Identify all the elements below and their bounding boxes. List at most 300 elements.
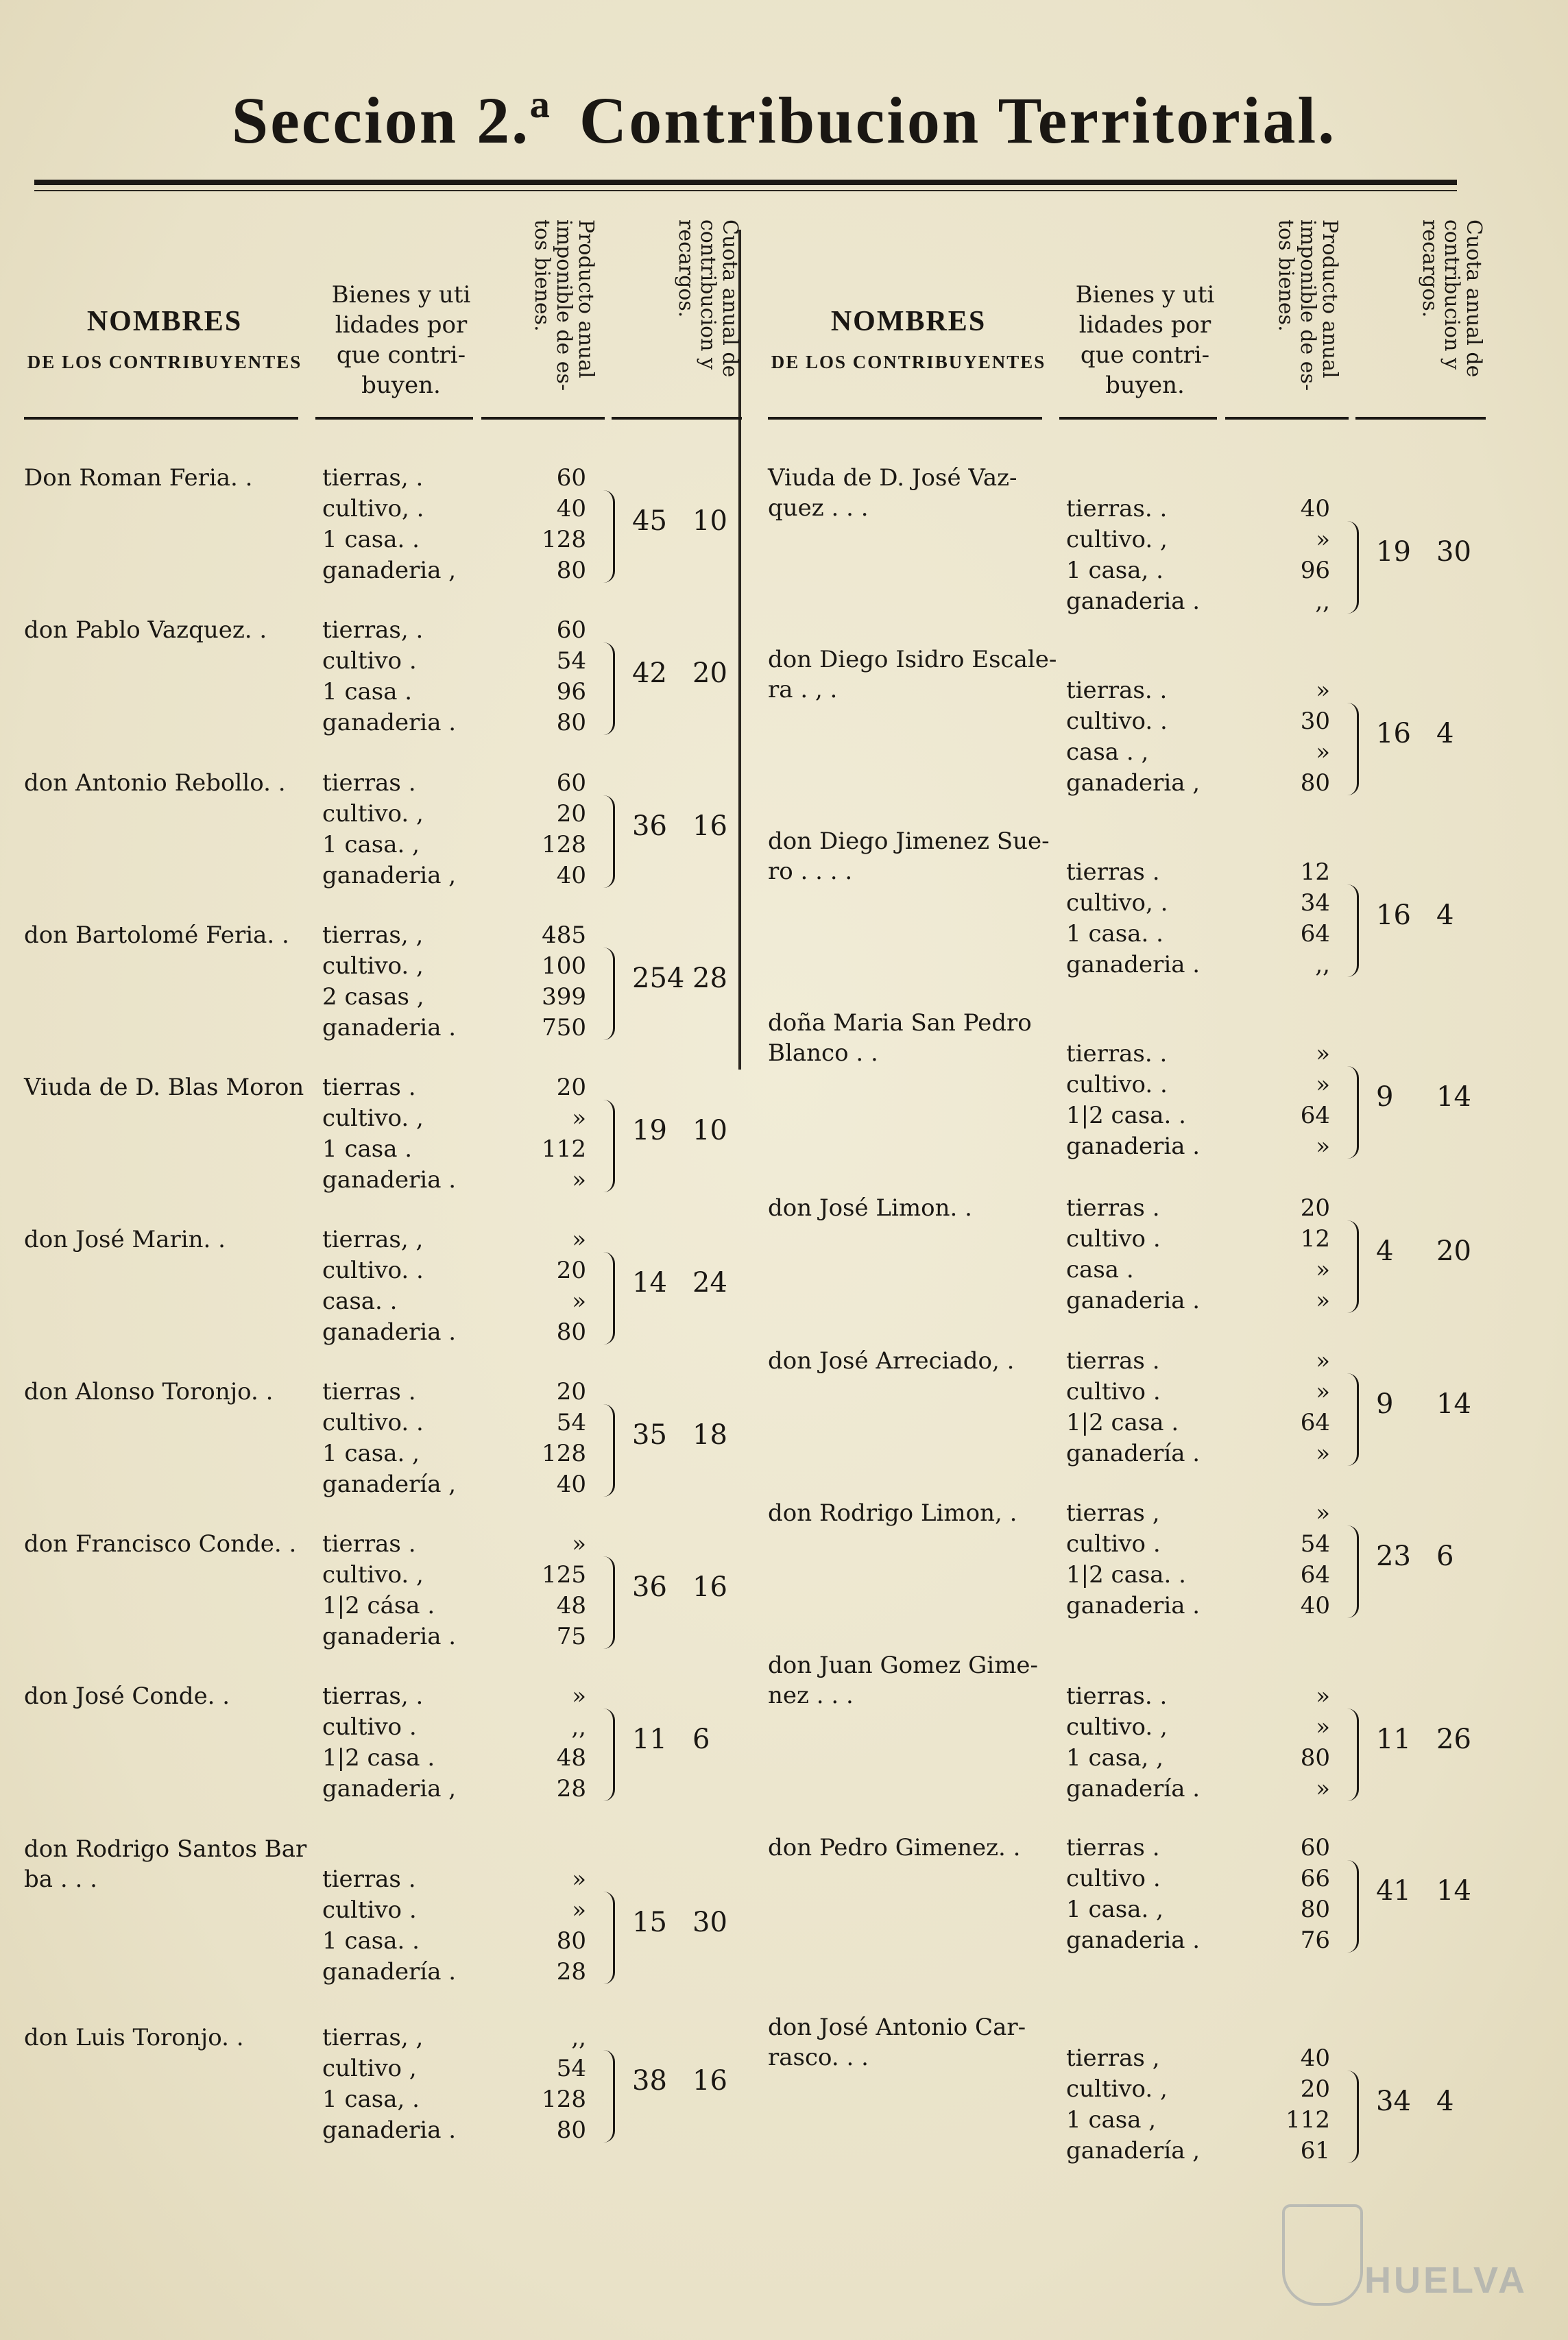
table-header xyxy=(21,199,761,432)
producto-value: 750 xyxy=(542,1014,586,1041)
brace-icon xyxy=(1347,703,1359,795)
cuota-maravedis: 10 xyxy=(692,1115,727,1146)
property-items xyxy=(315,1225,603,1348)
producto-value: 40 xyxy=(1300,1592,1330,1619)
producto-value: » xyxy=(1316,738,1330,766)
producto-value: 20 xyxy=(1300,2075,1330,2103)
property-type: casa . xyxy=(1066,1256,1134,1283)
property-type: ganaderia . xyxy=(1066,1592,1201,1619)
brace-icon xyxy=(1347,1220,1359,1313)
producto-value: » xyxy=(1316,677,1330,704)
producto-value: 20 xyxy=(556,1257,586,1284)
property-type: 1 casa. , xyxy=(322,831,420,858)
property-type: 1|2 casa. . xyxy=(1066,1561,1186,1589)
property-type: tierras . xyxy=(1066,1347,1160,1375)
cuota-maravedis: 14 xyxy=(1436,1875,1471,1907)
property-row xyxy=(315,1134,603,1165)
property-row xyxy=(315,677,603,708)
producto-value: 28 xyxy=(556,1775,586,1802)
header-underline xyxy=(1355,417,1486,420)
property-type: cultivo . xyxy=(322,1713,417,1741)
property-row xyxy=(315,1438,603,1469)
property-row xyxy=(315,615,603,646)
property-type: ganaderia . xyxy=(1066,588,1201,615)
producto-value: » xyxy=(572,1682,586,1710)
header-underline xyxy=(768,417,1042,420)
property-type: cultivo . xyxy=(1066,1378,1161,1406)
producto-value: 40 xyxy=(1300,495,1330,522)
property-type: tierras, , xyxy=(322,2024,424,2051)
header-bienes: Bienes y uti lidades por que contri- buyen. xyxy=(331,281,471,399)
title-rule-thin xyxy=(34,190,1457,191)
property-row xyxy=(1059,2136,1347,2167)
property-row xyxy=(315,1864,603,1895)
property-row xyxy=(315,1377,603,1408)
producto-value: » xyxy=(1316,1775,1330,1802)
producto-value: ,, xyxy=(1315,588,1330,615)
producto-value: 20 xyxy=(1300,1194,1330,1222)
brace-icon xyxy=(1347,1860,1359,1953)
producto-value: » xyxy=(572,1226,586,1253)
property-row xyxy=(1059,1833,1347,1863)
header-underline xyxy=(24,417,298,420)
cuota-maravedis: 30 xyxy=(692,1907,727,1938)
brace-icon xyxy=(603,2050,615,2143)
producto-value: 80 xyxy=(1300,1744,1330,1772)
header-producto: Producto anual imponible de es- tos bienes. xyxy=(1274,219,1342,391)
property-row xyxy=(1059,1131,1347,1162)
producto-value: 128 xyxy=(542,831,586,858)
property-row xyxy=(1059,1286,1347,1316)
producto-value: 128 xyxy=(542,1440,586,1467)
property-row xyxy=(315,1469,603,1500)
property-row xyxy=(315,1013,603,1044)
property-type: ganaderia , xyxy=(1066,769,1201,797)
property-items xyxy=(315,768,603,891)
property-type: cultivo. , xyxy=(322,800,424,828)
producto-value: » xyxy=(1316,1133,1330,1160)
cuota-reales: 15 xyxy=(632,1907,667,1938)
producto-value: 60 xyxy=(556,464,586,492)
producto-value: 12 xyxy=(1300,1225,1330,1253)
brace-icon xyxy=(603,948,615,1040)
contributor-name: don José Conde. . xyxy=(24,1682,230,1710)
property-type: 1 casa. , xyxy=(1066,1896,1163,1923)
header-names xyxy=(21,305,309,373)
producto-value: 80 xyxy=(1300,1896,1330,1923)
property-type: tierras, , xyxy=(322,921,424,949)
property-row xyxy=(315,1317,603,1348)
property-row xyxy=(315,1072,603,1103)
property-type: tierras . xyxy=(322,1866,416,1893)
property-type: 1 casa . xyxy=(322,678,413,705)
brace-icon xyxy=(1347,2071,1359,2163)
cuota-maravedis: 18 xyxy=(692,1419,727,1451)
property-type: 1 casa . xyxy=(322,1135,413,1163)
stamp-text: HUELVA xyxy=(1364,2260,1528,2301)
property-row xyxy=(315,1255,603,1286)
property-type: tierras, . xyxy=(322,616,424,644)
producto-value: 75 xyxy=(556,1623,586,1650)
property-type: ganaderia . xyxy=(1066,1287,1201,1314)
producto-value: 485 xyxy=(542,921,586,949)
cuota-maravedis: 16 xyxy=(692,1571,727,1603)
property-type: cultivo, . xyxy=(322,495,424,522)
property-row xyxy=(315,2084,603,2115)
producto-value: » xyxy=(1316,1499,1330,1527)
property-type: casa. . xyxy=(322,1288,398,1315)
property-row xyxy=(1059,1529,1347,1560)
property-row xyxy=(1059,1591,1347,1621)
cuota-maravedis: 10 xyxy=(692,505,727,537)
property-row xyxy=(1059,1894,1347,1925)
producto-value: ,, xyxy=(571,1713,586,1741)
property-row xyxy=(1059,1498,1347,1529)
property-row xyxy=(1059,1377,1347,1408)
property-type: tierras. . xyxy=(1066,495,1168,522)
property-type: 1 casa. . xyxy=(322,526,420,553)
property-type: tierras . xyxy=(1066,1194,1160,1222)
cuota-maravedis: 14 xyxy=(1436,1081,1471,1113)
property-items xyxy=(315,1864,603,1988)
property-type: 1 casa. , xyxy=(322,1440,420,1467)
cuota-maravedis: 26 xyxy=(1436,1724,1471,1755)
cuota-reales: 34 xyxy=(1376,2086,1411,2117)
producto-value: » xyxy=(1316,1347,1330,1375)
property-row xyxy=(1059,706,1347,737)
brace-icon xyxy=(603,1892,615,1984)
producto-value: » xyxy=(572,1288,586,1315)
producto-value: 48 xyxy=(556,1592,586,1619)
cuota-maravedis: 24 xyxy=(692,1267,727,1299)
property-row xyxy=(1059,768,1347,799)
contributor-name: don José Marin. . xyxy=(24,1226,226,1253)
property-row xyxy=(1059,1863,1347,1894)
cuota-maravedis: 14 xyxy=(1436,1388,1471,1420)
contributor-name: don Diego Jimenez Sue- ro . . . . xyxy=(768,828,1050,885)
producto-value: 64 xyxy=(1300,920,1330,948)
cuota-reales: 254 xyxy=(632,963,685,994)
property-type: 1 casa, . xyxy=(1066,557,1163,584)
property-type: ganadería . xyxy=(1066,1775,1201,1802)
property-type: ganaderia . xyxy=(322,2116,457,2144)
property-type: ganadería . xyxy=(1066,1440,1201,1467)
property-items xyxy=(315,1681,603,1805)
producto-value: 76 xyxy=(1300,1927,1330,1954)
header-underline xyxy=(1225,417,1349,420)
cuota-maravedis: 20 xyxy=(1436,1235,1471,1267)
property-row xyxy=(1059,586,1347,617)
property-type: cultivo. . xyxy=(322,1257,424,1284)
property-row xyxy=(1059,950,1347,980)
property-row xyxy=(315,555,603,586)
property-items xyxy=(315,920,603,1044)
property-row xyxy=(1059,1100,1347,1131)
property-type: ganaderia . xyxy=(322,1623,457,1650)
property-row xyxy=(1059,2074,1347,2105)
property-row xyxy=(315,2053,603,2084)
brace-icon xyxy=(1347,521,1359,614)
property-items xyxy=(1059,1833,1347,1956)
property-row xyxy=(1059,675,1347,706)
producto-value: » xyxy=(572,1105,586,1132)
property-type: 1 casa. . xyxy=(1066,920,1163,948)
property-row xyxy=(315,1591,603,1621)
property-row xyxy=(315,1560,603,1591)
producto-value: 64 xyxy=(1300,1102,1330,1129)
property-type: 1 casa , xyxy=(1066,2106,1157,2134)
producto-value: 96 xyxy=(556,678,586,705)
producto-value: 112 xyxy=(542,1135,586,1163)
property-row xyxy=(1059,2105,1347,2136)
producto-value: 64 xyxy=(1300,1409,1330,1436)
producto-value: 80 xyxy=(556,557,586,584)
property-row xyxy=(1059,857,1347,888)
header-underline xyxy=(612,417,742,420)
property-items xyxy=(315,1377,603,1500)
property-type: cultivo. , xyxy=(1066,1713,1168,1741)
producto-value: » xyxy=(1316,1256,1330,1283)
producto-value: » xyxy=(1316,1682,1330,1710)
cuota-reales: 9 xyxy=(1376,1388,1394,1420)
cuota-reales: 11 xyxy=(1376,1724,1411,1755)
property-row xyxy=(1059,1039,1347,1070)
property-row xyxy=(1059,1681,1347,1712)
cuota-reales: 16 xyxy=(1376,718,1411,749)
header-names xyxy=(764,305,1052,373)
cuota-maravedis: 20 xyxy=(692,658,727,689)
cuota-reales: 42 xyxy=(632,658,667,689)
property-row xyxy=(315,1926,603,1957)
property-items xyxy=(1059,675,1347,799)
producto-value: 30 xyxy=(1300,708,1330,735)
header-bienes: Bienes y uti lidades por que contri- buyen. xyxy=(1075,281,1215,399)
property-type: cultivo . xyxy=(1066,1530,1161,1558)
cuota-maravedis: 30 xyxy=(1436,536,1471,568)
property-items xyxy=(1059,1193,1347,1316)
contributor-name: don José Antonio Car- rasco. . . xyxy=(768,2014,1026,2071)
brace-icon xyxy=(603,1252,615,1344)
cuota-maravedis: 16 xyxy=(692,2065,727,2097)
property-type: ganaderia , xyxy=(322,557,457,584)
property-row xyxy=(1059,1408,1347,1438)
property-type: ganadería , xyxy=(322,1471,457,1498)
cuota-reales: 4 xyxy=(1376,1235,1394,1267)
property-type: cultivo . xyxy=(1066,1865,1161,1892)
property-type: tierras. . xyxy=(1066,1040,1168,1068)
property-row xyxy=(315,951,603,982)
producto-value: » xyxy=(572,1896,586,1924)
property-row xyxy=(315,1621,603,1652)
cuota-reales: 36 xyxy=(632,1571,667,1603)
producto-value: » xyxy=(572,1530,586,1558)
contributor-name: doña Maria San Pedro Blanco . . xyxy=(768,1009,1032,1067)
property-type: ganaderia . xyxy=(322,709,457,736)
producto-value: 128 xyxy=(542,2086,586,2113)
property-type: cultivo. , xyxy=(322,1105,424,1132)
property-row xyxy=(1059,555,1347,586)
cuota-reales: 45 xyxy=(632,505,667,537)
property-row xyxy=(315,524,603,555)
property-type: 1|2 cása . xyxy=(322,1592,435,1619)
contributor-name: don Alonso Toronjo. . xyxy=(24,1378,274,1406)
producto-value: 100 xyxy=(542,952,586,980)
property-type: 1 casa, , xyxy=(1066,1744,1163,1772)
property-type: 2 casas , xyxy=(322,983,424,1011)
contributor-name: don Luis Toronjo. . xyxy=(24,2024,244,2051)
producto-value: 80 xyxy=(1300,769,1330,797)
property-row xyxy=(1059,1193,1347,1224)
cuota-maravedis: 28 xyxy=(692,963,727,994)
producto-value: 48 xyxy=(556,1744,586,1772)
cuota-reales: 36 xyxy=(632,810,667,842)
brace-icon xyxy=(603,490,615,583)
producto-value: » xyxy=(572,1166,586,1194)
producto-value: 64 xyxy=(1300,1561,1330,1589)
producto-value: 80 xyxy=(556,2116,586,2144)
property-type: ganaderia . xyxy=(322,1166,457,1194)
producto-value: 80 xyxy=(556,1927,586,1955)
producto-value: 20 xyxy=(556,1074,586,1101)
brace-icon xyxy=(603,1100,615,1192)
brace-icon xyxy=(1347,884,1359,977)
producto-value: 96 xyxy=(1300,557,1330,584)
property-items xyxy=(1059,1498,1347,1621)
property-row xyxy=(1059,1224,1347,1255)
property-items xyxy=(1059,2043,1347,2167)
property-row xyxy=(1059,494,1347,524)
header-underline xyxy=(1059,417,1217,420)
property-row xyxy=(315,1712,603,1743)
producto-value: 40 xyxy=(1300,2045,1330,2072)
producto-value: 80 xyxy=(556,1318,586,1346)
cuota-maravedis: 4 xyxy=(1436,900,1454,931)
producto-value: » xyxy=(1316,1378,1330,1406)
producto-value: 80 xyxy=(556,709,586,736)
contributor-name: Viuda de D. Blas Moron xyxy=(24,1074,304,1101)
producto-value: 61 xyxy=(1300,2137,1330,2164)
property-type: tierras. . xyxy=(1066,677,1168,704)
section-number: Seccion 2.ª xyxy=(231,84,552,157)
cuota-maravedis: 6 xyxy=(692,1724,710,1755)
producto-value: 20 xyxy=(556,800,586,828)
producto-value: 40 xyxy=(556,862,586,889)
header-producto: Producto anual imponible de es- tos bienes. xyxy=(530,219,598,391)
property-row xyxy=(315,920,603,951)
property-row xyxy=(315,1774,603,1805)
contributor-name: don Bartolomé Feria. . xyxy=(24,921,289,949)
cuota-reales: 14 xyxy=(632,1267,667,1299)
cuota-reales: 38 xyxy=(632,2065,667,2097)
brace-icon xyxy=(1347,1373,1359,1466)
header-nombres: NOMBRES xyxy=(830,306,987,337)
cuota-reales: 41 xyxy=(1376,1875,1411,1907)
property-row xyxy=(315,1895,603,1926)
property-items xyxy=(315,1529,603,1652)
property-type: 1|2 casa . xyxy=(1066,1409,1179,1436)
property-row xyxy=(315,1957,603,1988)
cuota-reales: 19 xyxy=(632,1115,667,1146)
producto-value: 66 xyxy=(1300,1865,1330,1892)
property-items xyxy=(315,463,603,586)
header-cuota: Cuota anual de contribucion y recargos. xyxy=(674,219,742,378)
property-row xyxy=(315,708,603,738)
cuota-maravedis: 16 xyxy=(692,810,727,842)
left-column xyxy=(21,199,761,2256)
producto-value: 125 xyxy=(542,1561,586,1589)
property-row xyxy=(315,2115,603,2146)
brace-icon xyxy=(603,1709,615,1801)
contributor-name: Don Roman Feria. . xyxy=(24,464,253,492)
property-type: 1 casa. . xyxy=(322,1927,420,1955)
property-row xyxy=(315,494,603,524)
property-type: 1|2 casa. . xyxy=(1066,1102,1186,1129)
property-row xyxy=(315,646,603,677)
contributor-name: don Rodrigo Santos Bar ba . . . xyxy=(24,1835,307,1893)
property-row xyxy=(1059,2043,1347,2074)
producto-value: 60 xyxy=(556,616,586,644)
property-type: cultivo . xyxy=(322,647,417,675)
contributor-name: don José Arreciado, . xyxy=(768,1347,1015,1375)
contributor-name: don José Limon. . xyxy=(768,1194,972,1222)
contributor-name: don Juan Gomez Gime- nez . . . xyxy=(768,1652,1039,1709)
property-items xyxy=(315,615,603,738)
property-row xyxy=(315,2023,603,2053)
producto-value: 40 xyxy=(556,1471,586,1498)
property-row xyxy=(1059,1925,1347,1956)
header-underline xyxy=(315,417,473,420)
brace-icon xyxy=(1347,1709,1359,1801)
producto-value: 54 xyxy=(556,2055,586,2082)
property-row xyxy=(1059,888,1347,919)
right-column xyxy=(764,199,1505,2256)
property-type: tierras . xyxy=(322,769,416,797)
property-type: tierras. . xyxy=(1066,1682,1168,1710)
property-type: ganaderia , xyxy=(322,1775,457,1802)
contributor-name: don Antonio Rebollo. . xyxy=(24,769,286,797)
contributor-name: don Pablo Vazquez. . xyxy=(24,616,267,644)
property-type: cultivo. , xyxy=(1066,526,1168,553)
brace-icon xyxy=(603,642,615,735)
property-type: tierras . xyxy=(322,1378,416,1406)
property-type: tierras, , xyxy=(322,1226,424,1253)
property-type: cultivo . xyxy=(322,1896,417,1924)
property-row xyxy=(315,768,603,799)
contributor-name: don Francisco Conde. . xyxy=(24,1530,297,1558)
header-underline xyxy=(481,417,605,420)
producto-value: » xyxy=(1316,1071,1330,1098)
cuota-reales: 19 xyxy=(1376,536,1411,568)
cuota-maravedis: 6 xyxy=(1436,1541,1454,1572)
property-row xyxy=(315,1408,603,1438)
property-row xyxy=(315,830,603,860)
producto-value: 54 xyxy=(556,1409,586,1436)
contributor-name: don Rodrigo Limon, . xyxy=(768,1499,1017,1527)
property-items xyxy=(315,2023,603,2146)
producto-value: 54 xyxy=(1300,1530,1330,1558)
property-row xyxy=(1059,1070,1347,1100)
property-type: cultivo , xyxy=(322,2055,417,2082)
producto-value: 112 xyxy=(1286,2106,1330,2134)
property-type: cultivo. , xyxy=(322,1561,424,1589)
cuota-reales: 11 xyxy=(632,1724,667,1755)
property-type: ganaderia . xyxy=(322,1318,457,1346)
property-row xyxy=(315,1681,603,1712)
producto-value: » xyxy=(1316,1440,1330,1467)
cuota-reales: 9 xyxy=(1376,1081,1394,1113)
property-type: tierras . xyxy=(1066,1834,1160,1861)
header-cuota: Cuota anual de contribucion y recargos. xyxy=(1418,219,1486,378)
